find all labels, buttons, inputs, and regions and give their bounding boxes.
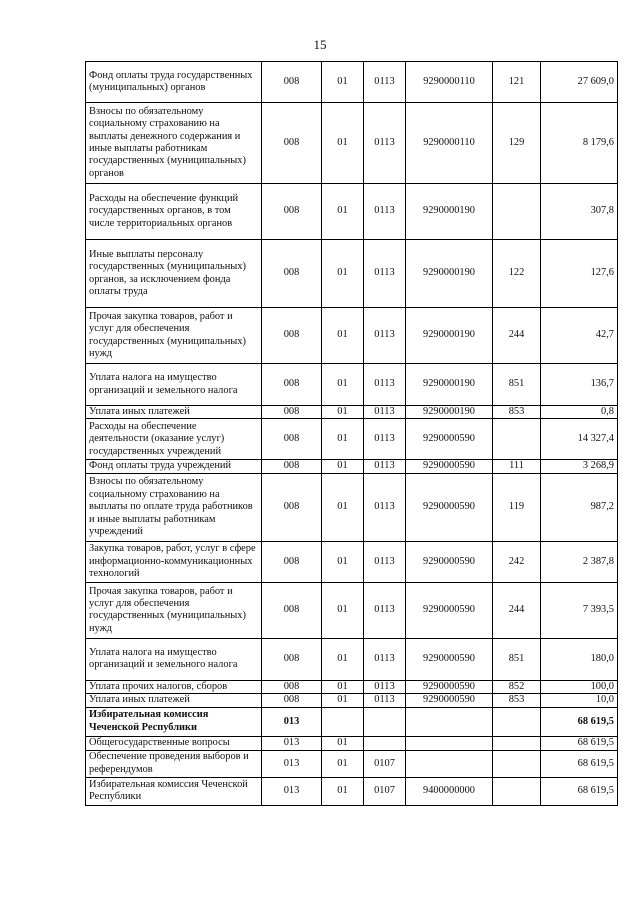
row-name: Взносы по обязательному социальному страхованию на выплаты по оплате труда работников и иные выплаты работникам учреждений <box>86 473 262 541</box>
row-ministry-code: 013 <box>262 777 322 805</box>
row-expense-type-code: 244 <box>493 582 541 638</box>
row-name: Уплата иных платежей <box>86 406 262 419</box>
row-subsection-code: 0107 <box>364 750 406 777</box>
table-row <box>86 736 618 750</box>
row-expense-type-code: 244 <box>493 308 541 364</box>
row-expense-type-code: 852 <box>493 680 541 693</box>
row-expense-type-code: 121 <box>493 62 541 103</box>
row-name: Закупка товаров, работ, услуг в сфере информационно-коммуникационных технологий <box>86 541 262 582</box>
row-name: Уплата иных платежей <box>86 694 262 707</box>
row-section-code: 01 <box>322 750 364 777</box>
row-target-code: 9290000590 <box>406 473 493 541</box>
row-name: Иные выплаты персоналу государственных (муниципальных) органов, за исключением фонда оплаты труда <box>86 240 262 308</box>
row-ministry-code: 008 <box>262 419 322 460</box>
row-name: Взносы по обязательному социальному страхованию на выплаты денежного содержания и иные выплаты работникам государственных (муниципальных) органов <box>86 103 262 184</box>
row-target-code: 9290000590 <box>406 680 493 693</box>
row-section-code: 01 <box>322 582 364 638</box>
row-expense-type-code <box>493 777 541 805</box>
row-amount: 68 619,5 <box>541 736 618 750</box>
row-expense-type-code <box>493 736 541 750</box>
row-section-code: 01 <box>322 419 364 460</box>
row-expense-type-code: 851 <box>493 364 541 406</box>
row-ministry-code: 008 <box>262 240 322 308</box>
row-section-code: 01 <box>322 103 364 184</box>
row-amount: 2 387,8 <box>541 541 618 582</box>
row-target-code: 9290000110 <box>406 62 493 103</box>
row-ministry-code: 008 <box>262 694 322 707</box>
row-subsection-code: 0107 <box>364 777 406 805</box>
row-ministry-code: 008 <box>262 62 322 103</box>
row-name: Избирательная комиссия Чеченской Республики <box>86 707 262 736</box>
table-row <box>86 62 618 103</box>
row-expense-type-code: 122 <box>493 240 541 308</box>
row-ministry-code: 013 <box>262 707 322 736</box>
table-row <box>86 103 618 184</box>
row-target-code: 9290000590 <box>406 460 493 473</box>
row-expense-type-code <box>493 707 541 736</box>
row-amount: 7 393,5 <box>541 582 618 638</box>
row-name: Прочая закупка товаров, работ и услуг для обеспечения государственных (муниципальных) нужд <box>86 582 262 638</box>
row-target-code <box>406 736 493 750</box>
row-section-code <box>322 707 364 736</box>
row-target-code: 9290000590 <box>406 582 493 638</box>
row-section-code: 01 <box>322 308 364 364</box>
row-subsection-code: 0113 <box>364 184 406 240</box>
row-subsection-code: 0113 <box>364 364 406 406</box>
row-subsection-code <box>364 707 406 736</box>
row-target-code <box>406 707 493 736</box>
row-subsection-code: 0113 <box>364 638 406 680</box>
table-row <box>86 680 618 693</box>
table-row <box>86 473 618 541</box>
row-section-code: 01 <box>322 541 364 582</box>
row-ministry-code: 008 <box>262 582 322 638</box>
row-target-code: 9290000110 <box>406 103 493 184</box>
row-amount: 136,7 <box>541 364 618 406</box>
row-subsection-code: 0113 <box>364 460 406 473</box>
row-expense-type-code: 111 <box>493 460 541 473</box>
row-ministry-code: 008 <box>262 460 322 473</box>
row-name: Фонд оплаты труда учреждений <box>86 460 262 473</box>
row-expense-type-code: 851 <box>493 638 541 680</box>
row-amount: 3 268,9 <box>541 460 618 473</box>
budget-table <box>85 61 618 806</box>
row-expense-type-code: 853 <box>493 406 541 419</box>
row-name: Общегосударственные вопросы <box>86 736 262 750</box>
row-amount: 127,6 <box>541 240 618 308</box>
row-amount: 14 327,4 <box>541 419 618 460</box>
row-amount: 100,0 <box>541 680 618 693</box>
table-row <box>86 406 618 419</box>
row-section-code: 01 <box>322 680 364 693</box>
row-name: Расходы на обеспечение функций государственных органов, в том числе территориальных органов <box>86 184 262 240</box>
table-row <box>86 460 618 473</box>
row-expense-type-code: 129 <box>493 103 541 184</box>
table-row <box>86 694 618 707</box>
row-target-code: 9290000590 <box>406 541 493 582</box>
row-section-code: 01 <box>322 638 364 680</box>
row-subsection-code: 0113 <box>364 694 406 707</box>
row-amount: 27 609,0 <box>541 62 618 103</box>
row-ministry-code: 008 <box>262 406 322 419</box>
row-amount: 180,0 <box>541 638 618 680</box>
row-expense-type-code <box>493 184 541 240</box>
row-ministry-code: 008 <box>262 184 322 240</box>
row-subsection-code: 0113 <box>364 541 406 582</box>
row-section-code: 01 <box>322 460 364 473</box>
budget-table-body <box>86 62 618 806</box>
table-row <box>86 707 618 736</box>
row-target-code: 9290000190 <box>406 240 493 308</box>
row-ministry-code: 008 <box>262 364 322 406</box>
row-subsection-code: 0113 <box>364 308 406 364</box>
row-name: Уплата налога на имущество организаций и земельного налога <box>86 364 262 406</box>
row-target-code: 9290000190 <box>406 406 493 419</box>
table-row <box>86 364 618 406</box>
row-amount: 42,7 <box>541 308 618 364</box>
row-subsection-code <box>364 736 406 750</box>
row-expense-type-code <box>493 419 541 460</box>
row-target-code: 9290000590 <box>406 638 493 680</box>
row-ministry-code: 008 <box>262 680 322 693</box>
row-expense-type-code <box>493 750 541 777</box>
row-amount: 987,2 <box>541 473 618 541</box>
row-amount: 0,8 <box>541 406 618 419</box>
row-ministry-code: 008 <box>262 308 322 364</box>
table-row <box>86 419 618 460</box>
row-name: Обеспечение проведения выборов и референдумов <box>86 750 262 777</box>
row-subsection-code: 0113 <box>364 240 406 308</box>
table-row <box>86 638 618 680</box>
row-section-code: 01 <box>322 473 364 541</box>
row-expense-type-code: 119 <box>493 473 541 541</box>
row-subsection-code: 0113 <box>364 103 406 184</box>
row-ministry-code: 008 <box>262 103 322 184</box>
table-row <box>86 240 618 308</box>
row-name: Избирательная комиссия Чеченской Республики <box>86 777 262 805</box>
row-name: Фонд оплаты труда государственных (муниципальных) органов <box>86 62 262 103</box>
row-section-code: 01 <box>322 694 364 707</box>
row-target-code <box>406 750 493 777</box>
row-section-code: 01 <box>322 736 364 750</box>
table-row <box>86 184 618 240</box>
row-target-code: 9290000590 <box>406 419 493 460</box>
row-expense-type-code: 853 <box>493 694 541 707</box>
table-row <box>86 582 618 638</box>
row-target-code: 9290000190 <box>406 364 493 406</box>
row-ministry-code: 013 <box>262 750 322 777</box>
row-name: Уплата налога на имущество организаций и земельного налога <box>86 638 262 680</box>
row-target-code: 9290000190 <box>406 184 493 240</box>
table-row <box>86 777 618 805</box>
row-target-code: 9290000590 <box>406 694 493 707</box>
row-name: Прочая закупка товаров, работ и услуг для обеспечения государственных (муниципальных) нужд <box>86 308 262 364</box>
table-row <box>86 541 618 582</box>
row-amount: 68 619,5 <box>541 750 618 777</box>
row-ministry-code: 008 <box>262 638 322 680</box>
row-amount: 10,0 <box>541 694 618 707</box>
row-ministry-code: 008 <box>262 473 322 541</box>
row-name: Расходы на обеспечение деятельности (оказание услуг) государственных учреждений <box>86 419 262 460</box>
row-section-code: 01 <box>322 777 364 805</box>
row-target-code: 9400000000 <box>406 777 493 805</box>
table-row <box>86 750 618 777</box>
row-ministry-code: 008 <box>262 541 322 582</box>
row-ministry-code: 013 <box>262 736 322 750</box>
row-subsection-code: 0113 <box>364 473 406 541</box>
row-section-code: 01 <box>322 62 364 103</box>
row-amount: 68 619,5 <box>541 707 618 736</box>
row-subsection-code: 0113 <box>364 582 406 638</box>
row-section-code: 01 <box>322 406 364 419</box>
row-subsection-code: 0113 <box>364 406 406 419</box>
row-section-code: 01 <box>322 240 364 308</box>
row-subsection-code: 0113 <box>364 680 406 693</box>
row-subsection-code: 0113 <box>364 419 406 460</box>
table-row <box>86 308 618 364</box>
row-name: Уплата прочих налогов, сборов <box>86 680 262 693</box>
row-expense-type-code: 242 <box>493 541 541 582</box>
row-section-code: 01 <box>322 184 364 240</box>
row-amount: 8 179,6 <box>541 103 618 184</box>
page-number: 15 <box>313 37 327 52</box>
row-target-code: 9290000190 <box>406 308 493 364</box>
row-subsection-code: 0113 <box>364 62 406 103</box>
row-amount: 68 619,5 <box>541 777 618 805</box>
row-amount: 307,8 <box>541 184 618 240</box>
row-section-code: 01 <box>322 364 364 406</box>
